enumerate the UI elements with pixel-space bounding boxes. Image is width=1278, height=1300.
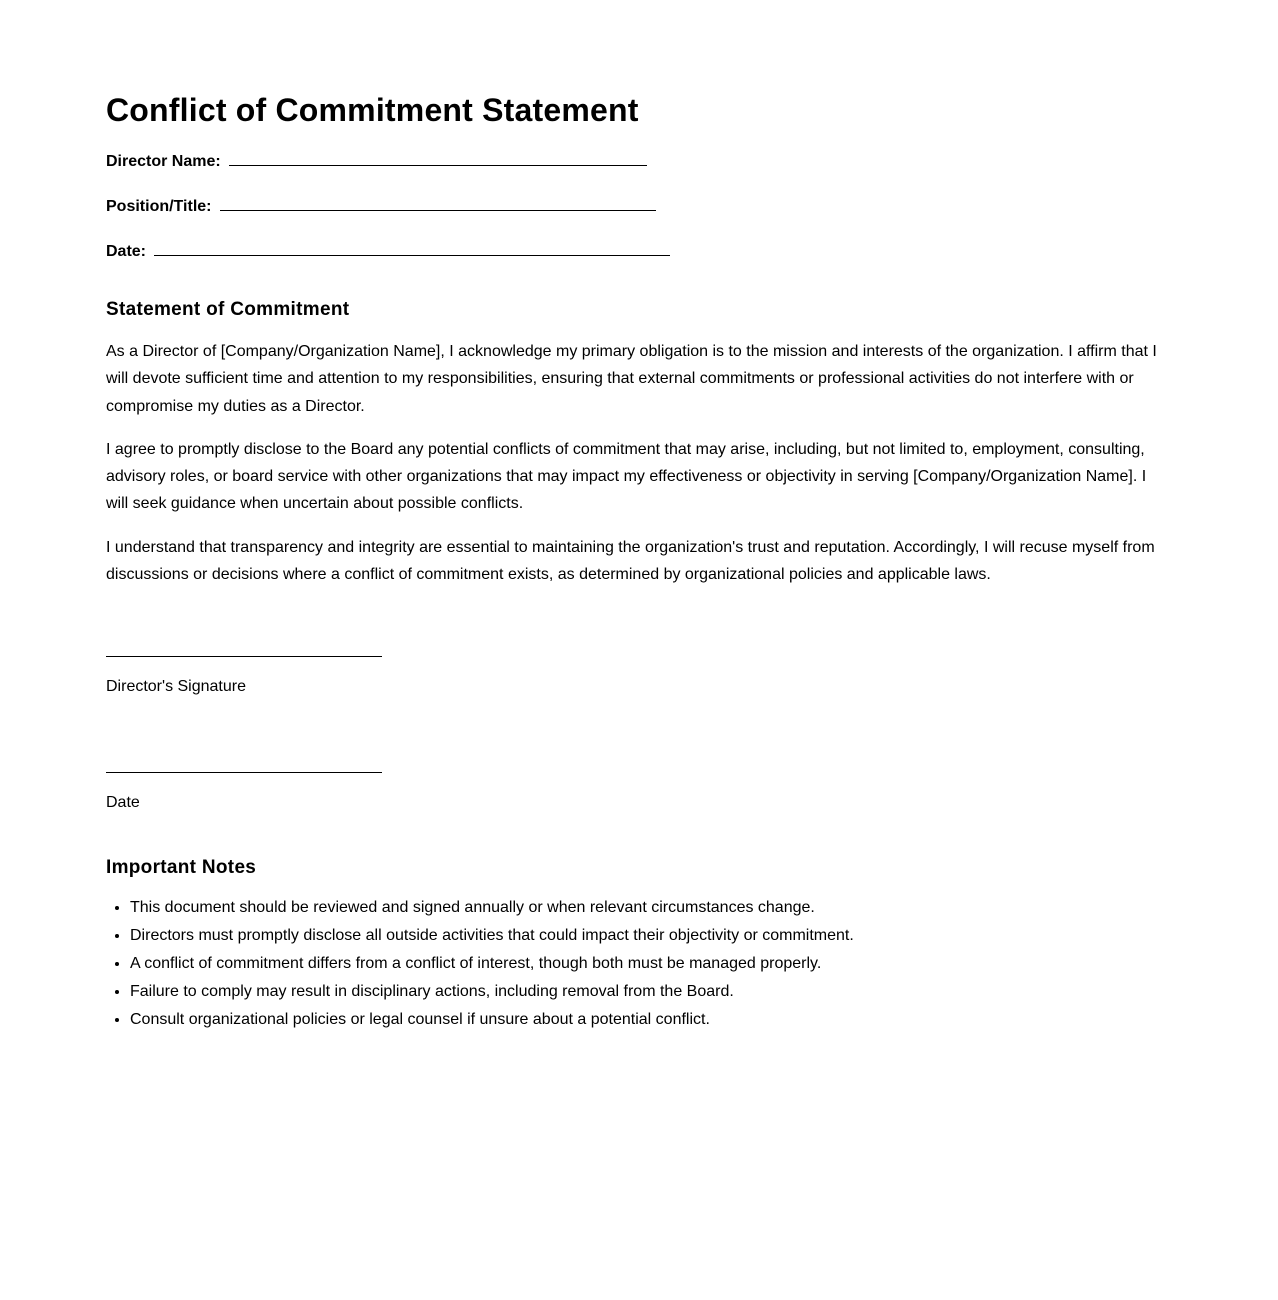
statement-heading: Statement of Commitment: [106, 299, 350, 320]
date-label: Date:: [106, 243, 147, 260]
statement-paragraph: As a Director of [Company/Organization Name], I acknowledge my primary obligation is to the mission and interests of the organization. I affirm that I will devote sufficient time and attention to my responsibilities, ensuring that external commitments or professional activities do not interfere with or compromise my duties as a Director.: [106, 343, 1157, 415]
director-name-blank[interactable]: [229, 150, 647, 166]
list-item: • Consult organizational policies or legal counsel if unsure about a potential conflict.: [130, 1006, 1166, 1034]
director-signature-line[interactable]: [106, 655, 382, 657]
date-blank[interactable]: [154, 240, 670, 256]
signature-date-label: Date: [106, 794, 140, 812]
notes-list: [106, 894, 1166, 1034]
director-name-label: Director Name:: [106, 153, 221, 170]
list-item: • Directors must promptly disclose all outside activities that could impact their objectivity or commitment.: [130, 922, 1166, 950]
page-title: Conflict of Commitment Statement: [106, 92, 639, 128]
list-item: • A conflict of commitment differs from a conflict of interest, though both must be managed properly.: [130, 950, 1166, 978]
signature-date-line[interactable]: [106, 771, 382, 773]
position-title-blank[interactable]: [220, 195, 656, 211]
director-name-field: [106, 150, 1166, 172]
statement-paragraph: I agree to promptly disclose to the Board any potential conflicts of commitment that may arise, including, but not limited to, employment, consulting, advisory roles, or board service with other organizations that may impact my effectiveness or objectivity in serving [Company/Organization Name]. I will seek guidance when uncertain about possible conflicts.: [106, 440, 1147, 513]
director-signature-label: Director's Signature: [106, 678, 246, 696]
notes-heading: Important Notes: [106, 857, 257, 879]
position-title-field: [106, 195, 1166, 217]
date-field: [106, 240, 1166, 262]
statement-paragraph: I understand that transparency and integrity are essential to maintaining the organization's trust and reputation. Accordingly, I will recuse myself from discussions or decisions where a conflict of commitment exists, as determined by organizational policies and applicable laws.: [106, 538, 1155, 584]
list-item: • Failure to comply may result in disciplinary actions, including removal from the Board.: [130, 978, 1166, 1006]
list-item: • This document should be reviewed and signed annually or when relevant circumstances change.: [130, 894, 1166, 922]
position-title-label: Position/Title:: [106, 198, 212, 215]
